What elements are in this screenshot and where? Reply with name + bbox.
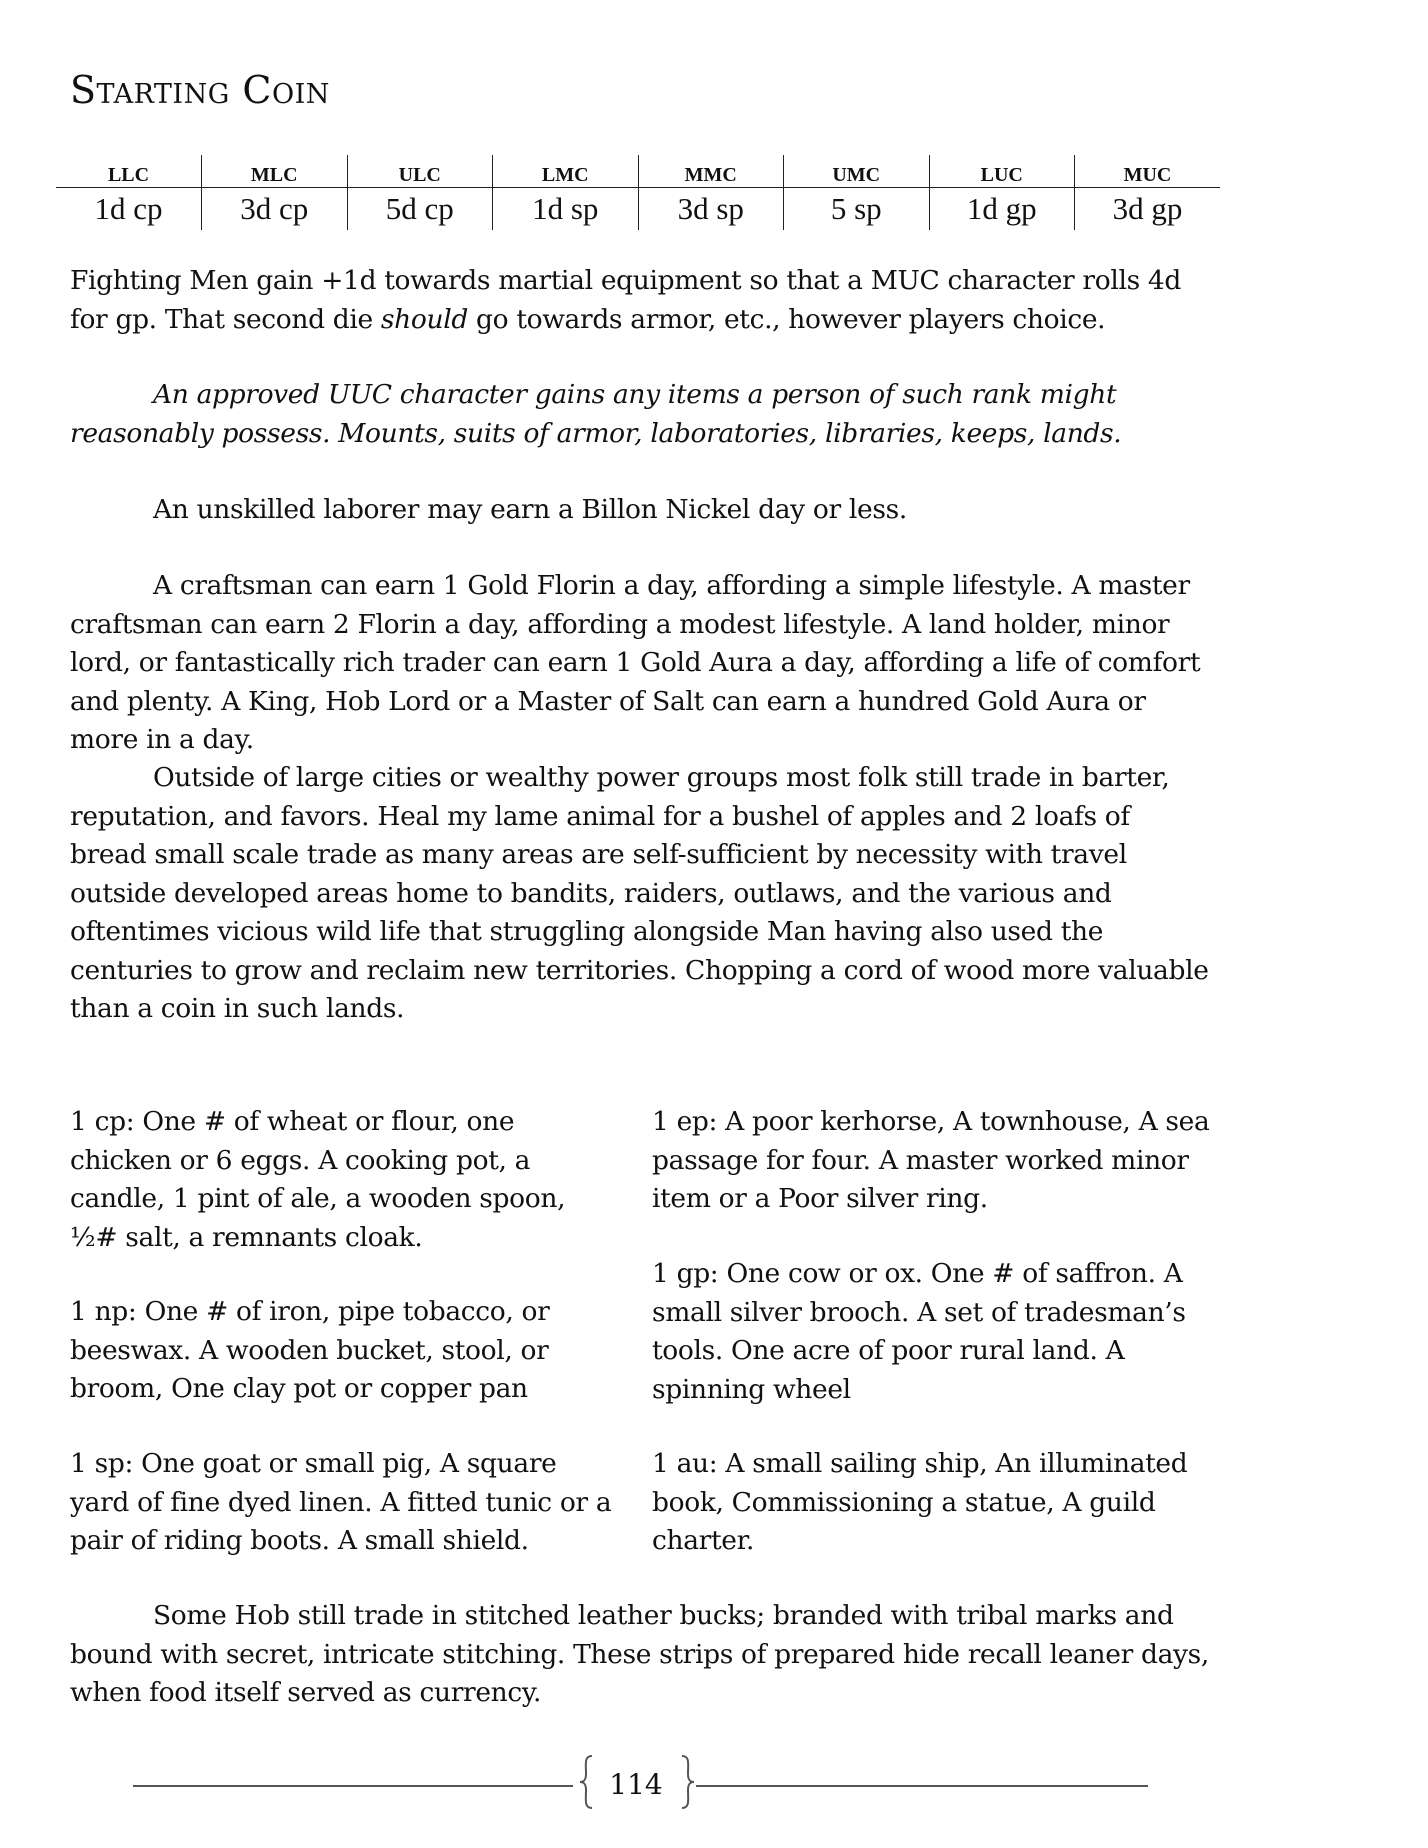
price-gp: 1 gp: One cow or ox. One # of saffron. A small silver brooch. A set of tradesman’s tools. One acre of poor rural land. A spinning wheel (652, 1258, 1186, 1405)
price-np: 1 np: One # of iron, pipe tobacco, or beeswax. A wooden bucket, stool, or broom, One clay pot or copper pan (70, 1296, 550, 1404)
section-title: Starting Coin (70, 68, 330, 112)
uuc-paragraph: An approved UUC character gains any items a person of such rank might reasonably possess. Mounts, suits of armor, laboratories, libraries, keeps, lands. (70, 379, 1122, 449)
header-muc: MUC (1075, 155, 1221, 188)
cell-mlc: 3d cp (202, 188, 348, 231)
craftsman-paragraph: A craftsman can earn 1 Gold Florin a day, affording a simple lifestyle. A master craftsman can earn 2 Florin a day, affording a modest lifestyle. A land holder, minor lord, or fantastically rich trader can earn 1 Gold Aura a day, affording a life of comfort and plenty. A King, Hob Lord or a Master of Salt can earn a hundred Gold Aura or more in a day. (70, 570, 1201, 755)
price-au: 1 au: A small sailing ship, An illuminated book, Commissioning a statue, A guild charter. (652, 1448, 1188, 1556)
page-number: 114 (609, 1768, 663, 1801)
fighting-text-b: go towards armor, etc., however players choice. (467, 303, 1106, 335)
cell-muc: 3d gp (1075, 188, 1221, 231)
barter-paragraph: Outside of large cities or wealthy power groups most folk still trade in barter, reputation, and favors. Heal my lame animal for a bushel of apples and 2 loafs of bread small scale trade as many areas are self-sufficient by necessity with travel outside developed areas home to bandits, raiders, outlaws, and the various and oftentimes vicious wild life that struggling alongside Man having also used the centuries to grow and reclaim new territories. Chopping a cord of wood more valuable than a coin in such lands. (70, 762, 1209, 1024)
price-cp: 1 cp: One # of wheat or flour, one chicken or 6 eggs. A cooking pot, a candle, 1 pint of ale, a wooden spoon, ½# salt, a remnants cloak. (70, 1106, 566, 1253)
footer-rule-right (696, 1785, 1148, 1787)
table-header-row (56, 155, 1220, 188)
right-brace-icon (680, 1754, 696, 1810)
header-mmc: MMC (638, 155, 784, 188)
header-umc: UMC (784, 155, 930, 188)
footer-rule-left (133, 1785, 573, 1787)
header-mlc: MLC (202, 155, 348, 188)
fighting-men-paragraph (70, 262, 1210, 339)
cell-luc: 1d gp (929, 188, 1075, 231)
cell-ulc: 5d cp (347, 188, 493, 231)
fighting-emphasis: should (380, 303, 468, 335)
cell-mmc: 3d sp (638, 188, 784, 231)
hob-paragraph: Some Hob still trade in stitched leather bucks; branded with tribal marks and bound with secret, intricate stitching. These strips of prepared hide recall leaner days, when food itself served as currency. (70, 1600, 1209, 1708)
table-row (56, 188, 1220, 231)
laborer-paragraph: An unskilled laborer may earn a Billon Nickel day or less. (153, 494, 907, 525)
header-llc: LLC (56, 155, 202, 188)
header-ulc: ULC (347, 155, 493, 188)
price-ep: 1 ep: A poor kerhorse, A townhouse, A sea passage for four. A master worked minor item or a Poor silver ring. (652, 1106, 1210, 1214)
cell-llc: 1d cp (94, 191, 163, 226)
cell-lmc: 1d sp (493, 188, 639, 231)
header-lmc: LMC (493, 155, 639, 188)
fighting-text-a: Fighting Men gain +1d towards martial equipment so that a MUC character rolls 4d for gp. That second die (70, 265, 1182, 335)
header-luc: LUC (929, 155, 1075, 188)
cell-umc: 5 sp (784, 188, 930, 231)
starting-coin-table (56, 155, 1220, 230)
price-sp: 1 sp: One goat or small pig, A square yard of fine dyed linen. A fitted tunic or a pair of riding boots. A small shield. (70, 1448, 612, 1556)
